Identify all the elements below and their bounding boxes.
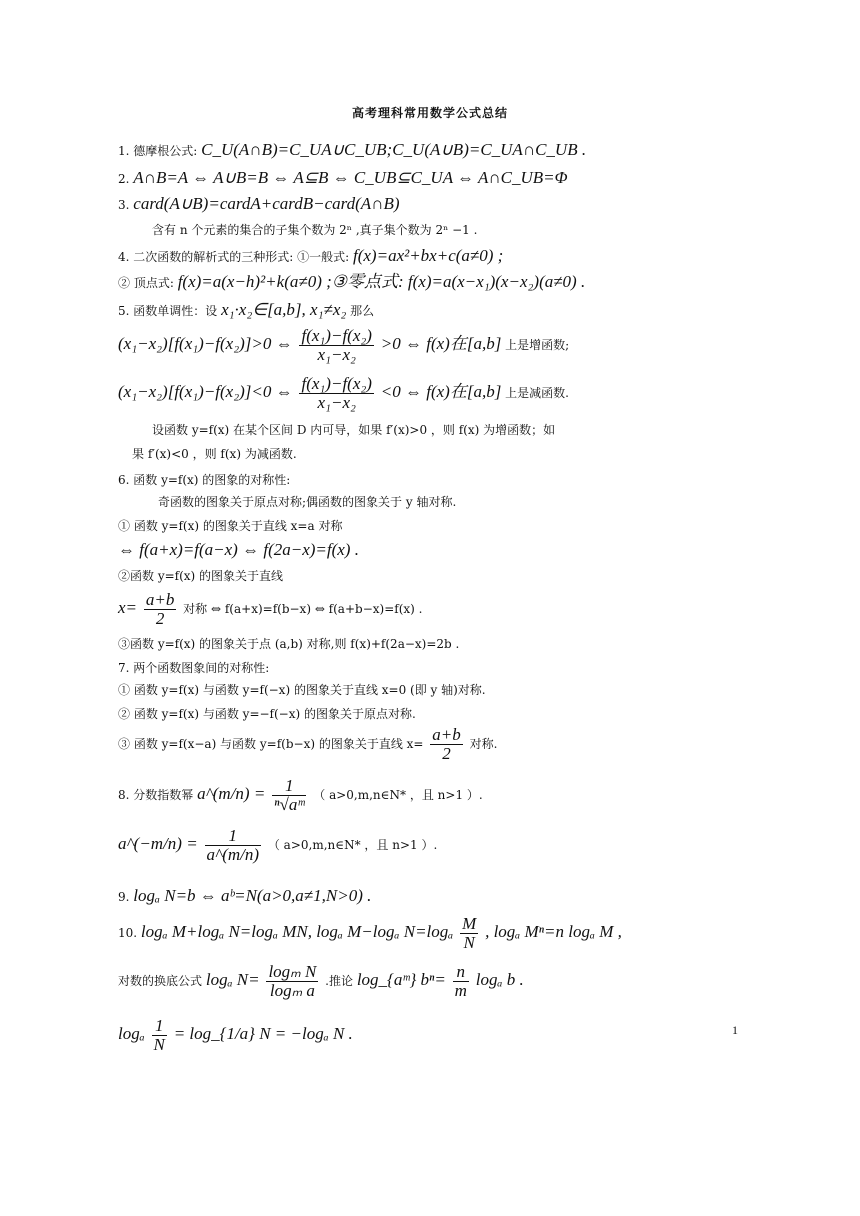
fraction: $\frac{M}{N}$ xyxy=(462,914,477,952)
fraction: $\frac{\text{f(x₁)−f(x₂)}}{\text{x₁−x₂}}$ xyxy=(301,374,372,412)
formula-7b: ② 函数 y=f(x) 与函数 y=−f(−x) 的图象关于原点对称. xyxy=(118,707,416,721)
fraction: $\frac{a+b}{2}$ xyxy=(145,590,175,628)
formula-8b: a^(−m/n) = $\frac{1}{a\^{}(m/n)}$ （ a>0,m,n∈N* ，且 n>1 ）. xyxy=(118,826,438,864)
formula-6b: ① 函数 y=f(x) 的图象关于直线 x=a 对称 xyxy=(118,519,343,533)
fraction: $\frac{a+b}{2}$ xyxy=(432,725,461,763)
formula-3: 3. card(A∪B)=cardA+cardB−card(A∩B) xyxy=(118,194,400,213)
formula-10: 10. logₐ M+logₐ N=logₐ MN, logₐ M−logₐ N=logₐ $\frac{M}{N}$ , logₐ Mⁿ=n logₐ M , xyxy=(118,914,622,952)
formula-1: 1. 德摩根公式: C_U(A∩B)=C_UA∪C_UB;C_U(A∪B)=C_UA∩C_UB . xyxy=(118,140,587,159)
formula-9: 9. logₐ N=b ⇔ aᵇ=N(a>0,a≠1,N>0) . xyxy=(118,886,372,905)
formula-10b: 对数的换底公式 logₐ N= $\frac{\text{logₘ N}}{\text{logₘ a}}$ .推论 log_{aᵐ} bⁿ= $\frac{n}{m}$ logₐ b . xyxy=(118,962,524,1000)
formula-5a: (x₁−x₂)[f(x₁)−f(x₂)]>0 ⇔ $\frac{\text{f(x₁)−f(x₂)}}{\text{x₁−x₂}}$ >0 ⇔ f(x)在[a,b] 上是增函数; xyxy=(118,326,570,364)
formula-2: 2. A∩B=A ⇔ A∪B=B ⇔ A⊆B ⇔ C_UB⊆C_UA ⇔ A∩C_UB=Φ xyxy=(118,168,568,187)
fraction: $\frac{n}{m}$ xyxy=(454,962,467,1000)
formula-3-note: 含有 n 个元素的集合的子集个数为 2ⁿ ,真子集个数为 2ⁿ −1 . xyxy=(152,223,478,237)
formula-6a: 奇函数的图象关于原点对称;偶函数的图象关于 y 轴对称. xyxy=(158,495,457,509)
formula-5c: 设函数 y=f(x) 在某个区间 D 内可导，如果 f′(x)>0 ，则 f(x) 为增函数；如 xyxy=(152,423,556,437)
formula-6c: ⇔ f(a+x)=f(a−x) ⇔ f(2a−x)=f(x) . xyxy=(118,540,359,559)
fraction: $\frac{\text{f(x₁)−f(x₂)}}{\text{x₁−x₂}}$ xyxy=(301,326,372,364)
fraction: $\frac{1}{\text{ⁿ√aᵐ}}$ xyxy=(274,776,305,814)
formula-7a: ① 函数 y=f(x) 与函数 y=f(−x) 的图象关于直线 x=0 (即 y 轴)对称. xyxy=(118,683,486,697)
page-number: 1 xyxy=(732,1023,738,1037)
fraction: $\frac{1}{N}$ xyxy=(153,1016,165,1054)
fraction: $\frac{1}{a\^{}(m/n)}$ xyxy=(206,826,260,864)
formula-6: 6. 函数 y=f(x) 的图象的对称性: xyxy=(118,473,291,487)
formula-7c: ③ 函数 y=f(x−a) 与函数 y=f(b−x) 的图象关于直线 x= $\frac{a+b}{2}$ 对称. xyxy=(118,725,498,763)
page-title: 高考理科常用数学公式总结 xyxy=(351,106,508,120)
formula-5b: (x₁−x₂)[f(x₁)−f(x₂)]<0 ⇔ $\frac{\text{f(x₁)−f(x₂)}}{\text{x₁−x₂}}$ <0 ⇔ f(x)在[a,b] 上是减函数. xyxy=(118,374,569,412)
formula-10c: logₐ $\frac{1}{N}$ = log_{1/a} N = −logₐ N . xyxy=(118,1016,353,1054)
formula-4b: ② 顶点式: f(x)=a(x−h)²+k(a≠0) ;③零点式: f(x)=a(x−x₁)(x−x₂)(a≠0) . xyxy=(118,272,586,291)
formula-5: 5. 函数单调性：设 x₁·x₂∈[a,b], x₁≠x₂ 那么 xyxy=(118,300,375,319)
formula-4: 4. 二次函数的解析式的三种形式: ①一般式: f(x)=ax²+bx+c(a≠0) ; xyxy=(118,246,504,265)
formula-5d: 果 f′(x)<0 ，则 f(x) 为减函数. xyxy=(132,447,297,461)
formula-6f: ③函数 y=f(x) 的图象关于点 (a,b) 对称,则 f(x)+f(2a−x)=2b . xyxy=(118,637,460,651)
fraction: $\frac{\text{logₘ N}}{\text{logₘ a}}$ xyxy=(268,962,317,1000)
formula-8: 8. 分数指数幂 a^(m/n) = $\frac{1}{\text{ⁿ√aᵐ}}$ （ a>0,m,n∈N* ，且 n>1 ）. xyxy=(118,776,483,814)
formula-7: 7. 两个函数图象间的对称性: xyxy=(118,661,270,675)
formula-6d: ②函数 y=f(x) 的图象关于直线 xyxy=(118,569,284,583)
formula-6e: x= $\frac{a+b}{2}$ 对称 ⇔ f(a+x)=f(b−x) ⇔ f(a+b−x)=f(x) . xyxy=(118,590,423,628)
